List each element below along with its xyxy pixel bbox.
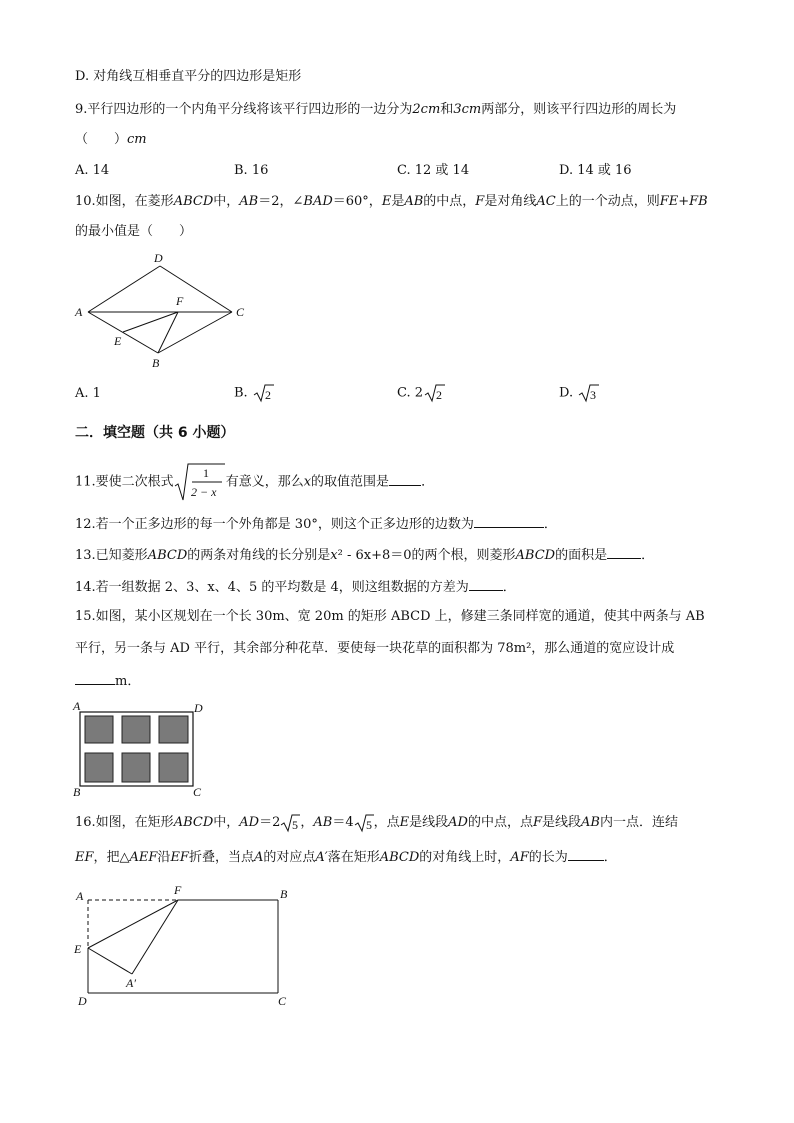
q16-ab2: AB [581,815,600,830]
q10-option-c [397,383,445,403]
q15-plot-6 [159,753,188,782]
q16-label-c: C [278,994,287,1008]
q15-label-b: B [73,785,81,798]
q9-stem-line2 [75,131,147,149]
q9-option-b: B. 16 [234,163,269,178]
q13-answer-blank[interactable] [607,546,641,559]
q16-abcd: ABCD [173,815,214,830]
q14-end: ． [502,580,516,595]
q16-l2c: 折叠，当点 [188,850,254,865]
q16-l2e: 落在矩形 [327,850,380,865]
q11-numerator: 1 [202,466,209,480]
q10-option-d [559,383,599,403]
q16-t2: 中， [213,815,240,830]
q16-e: E [399,815,410,830]
q10-t3: ＝2，∠ [258,194,304,209]
q10-opt-c-radicand: 2 [436,388,443,402]
q16-ad2: AD [448,815,468,830]
q11-answer-blank[interactable] [389,473,421,486]
q10-ac: AC [536,194,556,209]
q15-stem-line1: 15.如图，某小区规划在一个长 30m、宽 20m 的矩形 ABCD 上，修建三条同样宽的通道，使其中两条与 AB [75,609,705,624]
q10-rhombus-figure [70,250,260,375]
q14-answer-blank[interactable] [469,578,503,591]
q15-garden-figure [70,700,210,798]
q16-stem-line1 [75,811,678,835]
q10-t1: 10.如图，在菱形 [75,194,174,209]
q12-text: 12.若一个正多边形的每一个外角都是 30°，则这个正多边形的边数为 [75,517,474,532]
q10-e: E [381,194,392,209]
q10-option-b [234,383,274,403]
q16-f: F [532,815,542,830]
q16-t3: ，点 [373,815,400,830]
q16-t1: 16.如图，在矩形 [75,815,174,830]
q8-option-d: D. 对角线互相垂直平分的四边形是矩形 [75,69,302,84]
q16-label-f: F [174,883,182,897]
q13-eq-rest: ² - 6x+8＝0 [337,548,412,563]
q10-opt-c-label: C. 2 [397,385,424,401]
q10-opt-b-label: B. [234,385,248,401]
q11-stem [75,462,434,502]
q9-val1: 2cm [412,102,441,117]
q15-label-d: D [194,701,203,715]
q15-stem-line3 [75,672,140,691]
q12-answer-blank[interactable] [474,515,544,528]
q15-plot-5 [122,753,150,782]
q10-label-f: F [176,294,184,308]
q11-end: ． [421,474,435,490]
q10-t8: 上的一个动点，则 [555,194,660,209]
q10-fefb: FE+FB [659,194,708,209]
q11-t2: 有意义，那么 [225,474,304,490]
q16-l2a: ，把△ [93,850,130,865]
q9-option-a: A. 14 [75,163,110,178]
q16-af: AF [510,850,529,865]
q15-answer-blank[interactable] [75,672,115,685]
q16-t4: 是线段 [409,815,449,830]
q13-t2: 的两条对角线的长分别是 [187,548,331,563]
q13-eq-x: x [330,548,338,563]
q10-t2: 中， [213,194,240,209]
q13-stem [75,546,654,565]
q16-ab: AB [313,815,333,830]
q16-ad: AD [239,815,260,830]
q10-abcd: ABCD [173,194,214,209]
q13-abcd2: ABCD [515,548,556,563]
q13-end: ． [641,548,655,563]
q15-plot-1 [85,716,113,743]
q9-and: 和 [440,102,454,117]
q10-opt-b-radical [252,383,274,403]
q15-plot-3 [159,716,188,743]
q16-l2d: 的对应点 [263,850,316,865]
q11-denominator: 2 − x [190,485,217,499]
q16-label-d: D [78,994,87,1008]
q16-ef2: EF [170,850,189,865]
q16-ef: EF [75,850,94,865]
q16-segment-ea-prime [88,948,132,974]
q16-aef: AEF [129,850,158,865]
q15-end: m． [115,674,141,689]
q16-t7: 内一点．连结 [599,815,678,830]
q15-plot-4 [85,753,113,782]
q12-stem [75,515,557,534]
q10-f: F [475,194,485,209]
q10-side-dc [160,266,232,312]
q10-t6: 的中点， [423,194,476,209]
q15-plot-2 [122,716,150,743]
q13-t1: 13.已知菱形 [75,548,148,563]
q9-val2: 3cm [453,102,482,117]
q10-opt-b-radicand: 2 [264,388,271,402]
q16-stem-line2 [75,848,617,867]
q10-side-ad [88,266,160,312]
q10-bad: BAD [303,194,333,209]
q16-radical-2 [354,813,374,833]
q16-label-b: B [280,887,288,901]
q15-label-a: A [73,700,81,713]
q16-label-e: E [74,942,82,956]
q10-option-a: A. 1 [75,386,101,401]
q10-ab2: AB [404,194,424,209]
q10-ab: AB [239,194,259,209]
q10-label-a: A [75,305,83,319]
q16-eq2: ＝4 [332,815,354,830]
q16-label-a-prime: A′ [126,976,136,990]
q16-abcd2: ABCD [379,850,420,865]
q10-stem-line1 [75,193,708,211]
q16-radical-1 [280,813,300,833]
q10-opt-c-radical [423,383,445,403]
q16-radicand-2: 5 [365,817,372,832]
q15-label-c: C [193,785,202,798]
q16-t5: 的中点，点 [467,815,533,830]
q10-opt-d-label: D. [559,385,574,401]
q16-fold-ef [88,900,178,948]
q9-option-c: C. 12 或 14 [397,163,470,178]
q9-stem-line1 [75,101,676,119]
q10-t5: 是 [391,194,405,209]
q16-l2f: 的对角线上时， [419,850,511,865]
q9-paren: （ ） [75,132,128,147]
q11-x: x [303,474,312,490]
q16-radicand-1: 5 [292,817,299,832]
q16-comma: ， [300,815,314,830]
q10-stem-line2: 的最小值是（ ） [75,224,193,239]
q9-text: 9.平行四边形的一个内角平分线将该平行四边形的一边分为 [75,102,413,117]
q16-segment-fa-prime [132,900,178,974]
q16-ap: A′ [315,850,328,865]
q14-text: 14.若一组数据 2、3、x、4、5 的平均数是 4，则这组数据的方差为 [75,580,469,595]
q10-label-d: D [154,251,163,265]
q16-end: ． [603,850,617,865]
q11-t3: 的取值范围是 [311,474,390,490]
q10-label-b: B [152,356,160,370]
q15-stem-line2: 平行，另一条与 AD 平行，其余部分种花草．要使每一块花草的面积都为 78m²，那么通道的宽应设计成 [75,641,675,656]
q16-t6: 是线段 [542,815,582,830]
q13-t4: 的面积是 [555,548,608,563]
q16-a: A [253,850,264,865]
q10-label-e: E [114,334,122,348]
q16-rectangle-figure [70,880,300,1010]
q14-stem [75,578,516,597]
q10-side-cb [158,312,232,353]
q12-end: ． [543,517,557,532]
q11-radical-fraction [174,462,226,502]
q10-label-c: C [236,305,245,319]
q16-label-a: A [76,889,84,903]
q16-answer-blank[interactable] [568,848,604,861]
q9-unit: cm [127,132,147,147]
q16-l2g: 的长为 [528,850,568,865]
q13-abcd: ABCD [147,548,188,563]
q13-t3: 的两个根，则菱形 [411,548,516,563]
q10-opt-d-radicand: 3 [590,388,597,402]
q9-text2: 两部分，则该平行四边形的周长为 [481,102,677,117]
q9-option-d: D. 14 或 16 [559,163,632,178]
q10-t4: ＝60°， [332,194,382,209]
q10-side-ba [88,312,158,353]
q16-eq1: ＝2 [259,815,281,830]
q10-t7: 是对角线 [484,194,537,209]
q10-opt-d-radical [577,383,599,403]
q16-l2b: 沿 [157,850,171,865]
section-fill-in-title: 二．填空题（共 6 小题） [75,425,235,441]
q11-t1: 11.要使二次根式 [75,474,174,490]
